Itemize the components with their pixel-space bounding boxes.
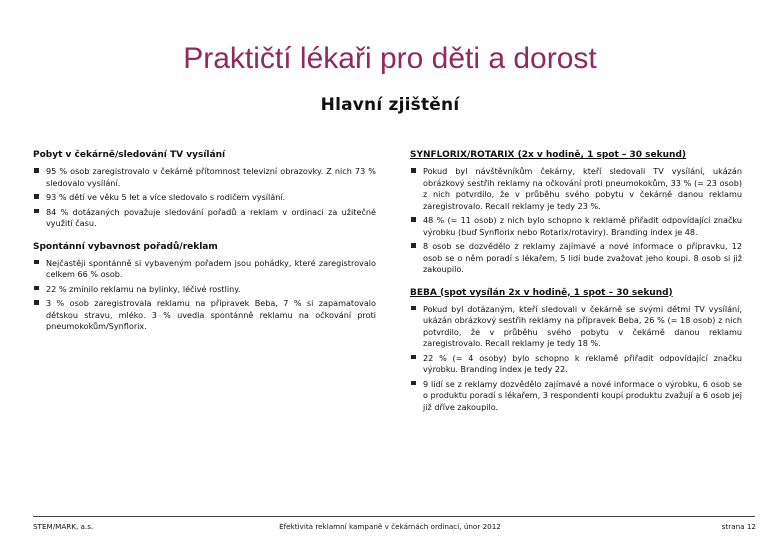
section-heading: BEBA (spot vysílán 2x v hodině, 1 spot – 30 sekund) — [410, 287, 673, 298]
bullet-list — [33, 258, 376, 333]
footer-page-number: strana 12 — [721, 522, 756, 531]
bullet-item: 22 % (= 4 osoby) bylo schopno k reklamě přiřadit odpovídající značku výrobku. Branding index je tedy 22. — [410, 353, 742, 376]
bullet-item: Pokud byl návštěvníkům čekárny, kteří sledovali TV vysílání, ukázán obrázkový sestřih reklamy na očkování proti pneumokokům, 33 % (= 23 osob) z nich potvrdilo, že v průběhu svého pobytu v čekárně danou reklamu zaregistrovalo. Recall reklamy je tedy 23 %. — [410, 166, 742, 212]
footer-report-title: Efektivita reklamní kampaně v čekárnách ordinací, únor 2012 — [279, 522, 501, 531]
bullet-list — [410, 304, 742, 414]
section-synflorix — [410, 150, 742, 276]
footer-company: STEM/MARK, a.s. — [33, 522, 94, 531]
bullet-item: 48 % (= 11 osob) z nich bylo schopno k reklamě přiřadit odpovídající značku výrobku (buď Synflorix nebo Rotarix/rotaviry). Branding index je 48. — [410, 215, 742, 238]
section-spontaneous-recall — [33, 242, 376, 333]
bullet-item: 95 % osob zaregistrovalo v čekárně přítomnost televizní obrazovky. Z nich 73 % sledovalo vysílání. — [33, 166, 376, 189]
bullet-item: Pokud byl dotázaným, kteří sledovali v čekárně se svými dětmi TV vysílání, ukázán obrázkový sestřih reklamy na přípravek Beba, 26 % (= 18 osob) z nich potvrdilo, že v průběhu svého pobytu v čekárně danou reklamu zaregistrovalo. Recall reklamy je tedy 18 %. — [410, 304, 742, 350]
section-heading: Spontánní vybavnost pořadů/reklam — [33, 241, 218, 252]
bullet-item: 84 % dotázaných považuje sledování pořadů a reklam v ordinaci za užitečné využití času. — [33, 207, 376, 230]
bullet-item: 8 osob se dozvědělo z reklamy zajímavé a nové informace o přípravku, 12 osob se o něm poradí s lékařem, 5 lidí bude zvažovat jeho koupi. 8 osob si již zakoupilo. — [410, 241, 742, 276]
bullet-list — [33, 166, 376, 230]
bullet-list — [410, 166, 742, 276]
page-subtitle: Hlavní zjištění — [320, 95, 460, 115]
section-beba — [410, 288, 742, 414]
section-heading: SYNFLORIX/ROTARIX (2x v hodině, 1 spot – 30 sekund) — [410, 150, 687, 160]
page-title: Praktičtí lékaři pro děti a dorost — [183, 42, 597, 75]
section-heading: Pobyt v čekárně/sledování TV vysílání — [33, 150, 226, 160]
bullet-item: 22 % zmínilo reklamu na bylinky, léčivé rostliny. — [33, 284, 376, 296]
left-column — [33, 150, 376, 345]
bullet-item: Nejčastěji spontánně si vybaveným pořadem jsou pohádky, které zaregistrovalo celkem 66 % osob. — [33, 258, 376, 281]
section-waiting-room — [33, 150, 376, 230]
bullet-item: 93 % dětí ve věku 5 let a více sledovalo s rodičem vysílání. — [33, 192, 376, 204]
right-column — [410, 150, 742, 425]
bullet-item: 9 lidí se z reklamy dozvědělo zajímavé a nové informace o výrobku, 6 osob se o produktu poradí s lékařem, 3 respondenti koupí produktu zvažují a 6 osob jej již dříve zakoupilo. — [410, 379, 742, 414]
bullet-item: 3 % osob zaregistrovala reklamu na přípravek Beba, 7 % si zapamatovalo dětskou stravu, mléko. 3 % uvedla spontánně reklamu na očkování proti pneumokokům/Synflorix. — [33, 298, 376, 333]
footer-divider — [33, 516, 755, 517]
